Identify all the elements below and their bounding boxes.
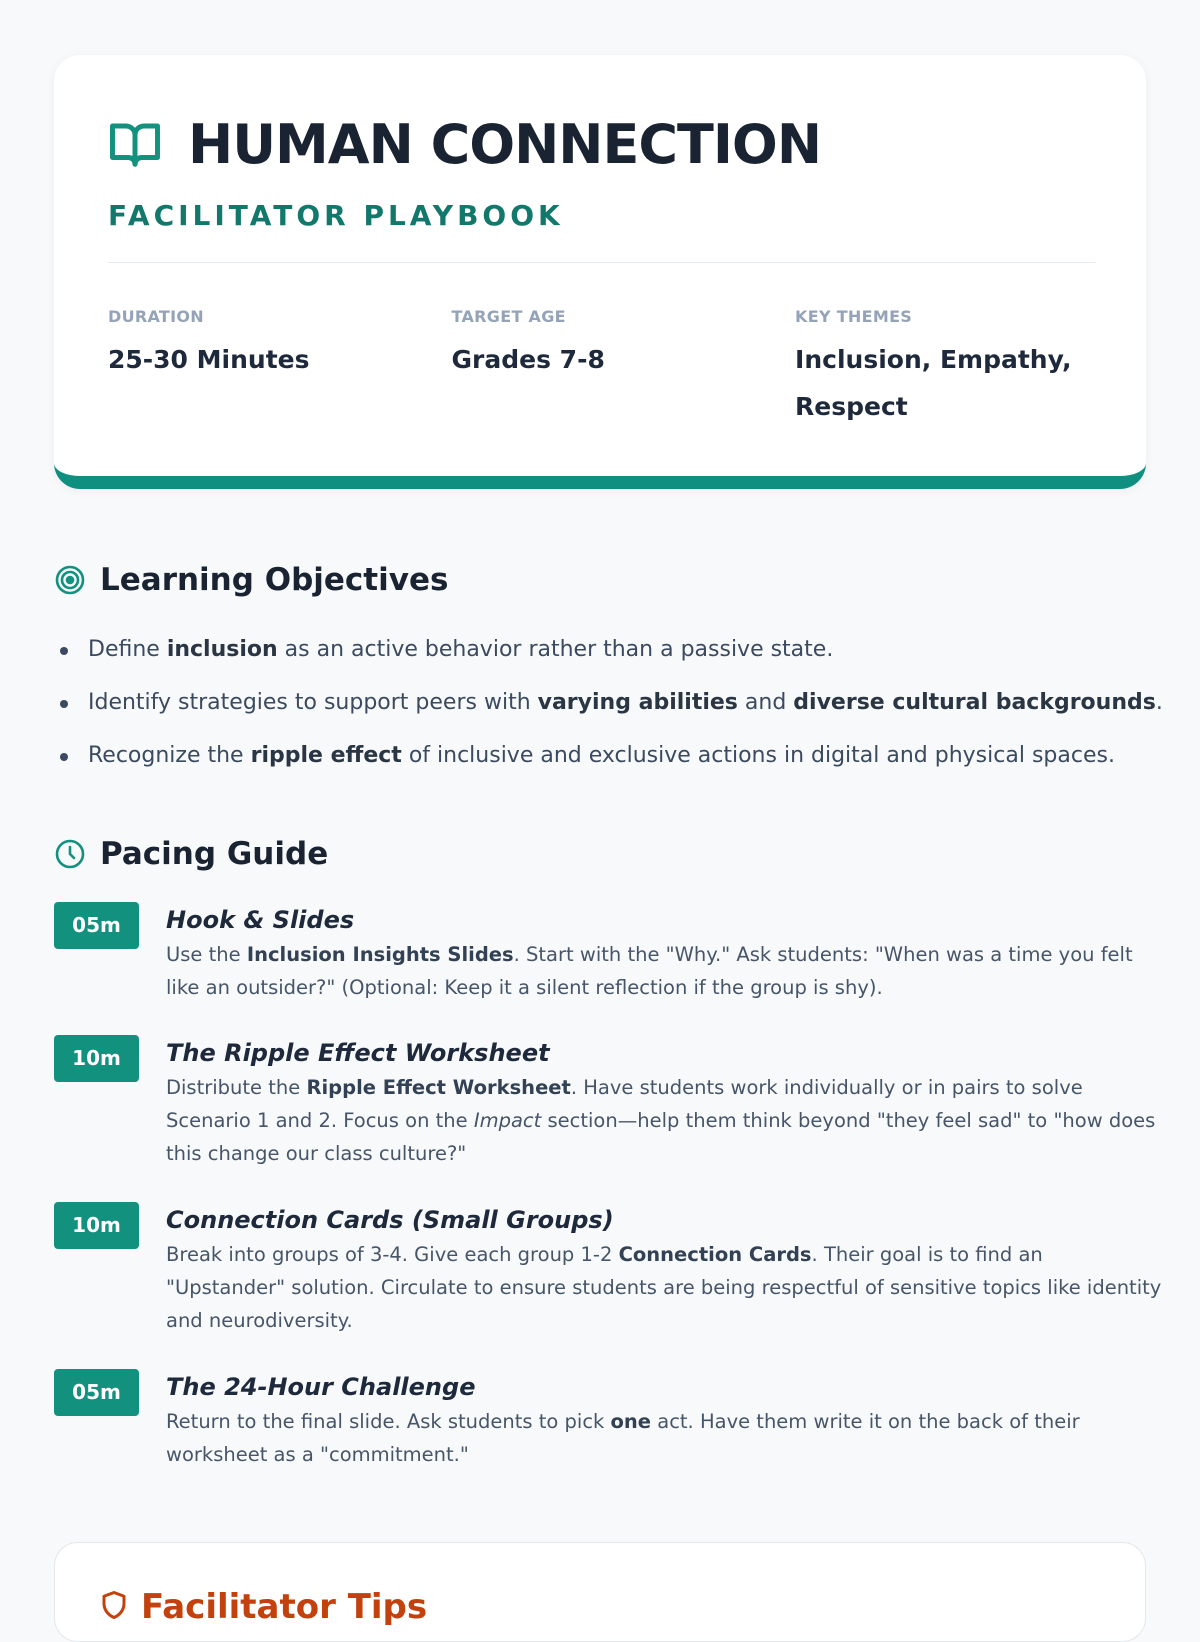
list-item [54, 685, 1163, 738]
section-title: Pacing Guide [100, 836, 329, 872]
header-card [54, 55, 1146, 489]
time-badge: 05m [54, 1369, 139, 1416]
text: Identify strategies to support peers with [88, 690, 538, 715]
section-title: Learning Objectives [100, 562, 449, 598]
objectives-heading [54, 562, 448, 598]
bold-text: Inclusion Insights Slides [246, 943, 514, 966]
pacing-item-title: The Ripple Effect Worksheet [166, 1039, 550, 1067]
pacing-heading [54, 836, 328, 872]
bold-text: inclusion [166, 637, 278, 662]
pacing-item-desc [166, 938, 1166, 1004]
pacing-body [166, 1369, 1166, 1471]
meta-label: TARGET AGE [451, 307, 566, 326]
objectives-list [54, 632, 1163, 791]
page-title: HUMAN CONNECTION [188, 112, 822, 176]
bullet [60, 647, 68, 655]
text: Break into groups of 3-4. Give each group 1-2 [166, 1243, 619, 1266]
book-open-icon [108, 117, 162, 171]
shield-icon [99, 1590, 129, 1624]
pacing-item-title: The 24-Hour Challenge [166, 1373, 476, 1401]
meta-label: DURATION [108, 307, 204, 326]
bold-text: Connection Cards [618, 1243, 812, 1266]
bullet [60, 753, 68, 761]
time-badge: 10m [54, 1202, 139, 1249]
bullet [60, 700, 68, 708]
meta-value: Grades 7-8 [451, 345, 605, 374]
pacing-item-desc [166, 1238, 1166, 1337]
text: . Start with the "Why." Ask students: "When was a time you felt like an outsider?" (Optional: Keep it a silent reflection if the group is shy). [166, 943, 1133, 999]
title-row [108, 109, 1092, 179]
tips-card [54, 1542, 1146, 1642]
pacing-item-desc [166, 1071, 1166, 1170]
italic-text: Impact [473, 1109, 542, 1132]
text: Return to the final slide. Ask students to pick [166, 1410, 611, 1433]
pacing-body [166, 902, 1166, 1004]
text: Define [88, 637, 167, 662]
pacing-item-title: Connection Cards (Small Groups) [166, 1206, 614, 1234]
text: act. Have them write it on the back of their worksheet as a "commitment." [166, 1410, 1080, 1466]
text: Use the [166, 943, 247, 966]
text: . [1155, 690, 1163, 715]
tips-heading [99, 1587, 427, 1627]
text: Distribute the [166, 1076, 307, 1099]
bold-text: varying abilities [537, 690, 738, 715]
clock-icon [54, 838, 86, 870]
bold-text: Ripple Effect Worksheet [306, 1076, 571, 1099]
time-badge: 05m [54, 902, 139, 949]
page-subtitle: FACILITATOR PLAYBOOK [108, 199, 564, 232]
list-item [54, 738, 1154, 791]
text: . Have students work individually or in pairs to solve Scenario 1 and 2. Focus on the [166, 1076, 1083, 1132]
text: Recognize the [88, 743, 251, 768]
target-icon [54, 564, 86, 596]
meta-key-themes [795, 307, 1092, 430]
meta-row [108, 307, 1092, 430]
text: of inclusive and exclusive actions in digital and physical spaces. [401, 743, 1115, 768]
meta-label: KEY THEMES [795, 307, 913, 326]
pacing-item-title: Hook & Slides [166, 906, 355, 934]
text: section—help them think beyond "they feel sad" to "how does this change our class culture?" [166, 1109, 1156, 1165]
bold-text: one [610, 1410, 652, 1433]
meta-duration [108, 307, 452, 430]
pacing-body [166, 1202, 1166, 1337]
bold-text: diverse cultural backgrounds [793, 690, 1156, 715]
list-item [54, 632, 1154, 685]
pacing-item-desc [166, 1405, 1166, 1471]
meta-value: Inclusion, Empathy, Respect [795, 345, 1072, 421]
meta-target-age [452, 307, 796, 430]
text: . Their goal is to find an "Upstander" solution. Circulate to ensure students are being respectful of sensitive topics like identity and neurodiversity. [166, 1243, 1162, 1332]
bold-text: ripple effect [250, 743, 402, 768]
text: and [737, 690, 794, 715]
text: as an active behavior rather than a passive state. [277, 637, 834, 662]
time-badge: 10m [54, 1035, 139, 1082]
tips-title: Facilitator Tips [141, 1587, 428, 1627]
meta-value: 25-30 Minutes [108, 345, 310, 374]
pacing-body [166, 1035, 1166, 1170]
divider [108, 262, 1096, 263]
